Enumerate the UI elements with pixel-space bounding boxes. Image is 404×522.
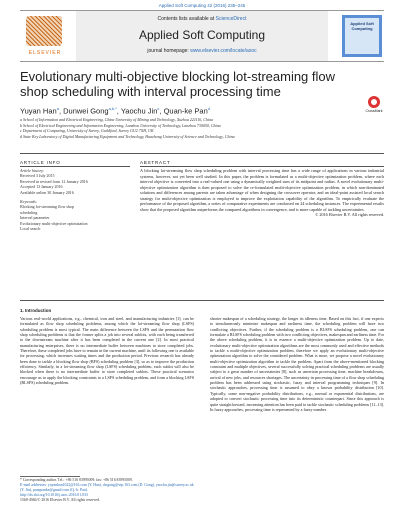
article-info [20,168,130,231]
history-item: Available online 30 January 2016 [20,189,74,195]
cover-title: Applied Soft Computing [350,21,374,31]
doi-link[interactable]: http://dx.doi.org/10.1016/j.asoc.2016.01.033 [20,493,88,497]
author-name[interactable]: Yaochu Jin [120,106,158,116]
corresponding-author-note: * Corresponding author. Tel.: +86 516 83995009; fax: +86 516 83995009. [20,478,133,482]
journal-title: Applied Soft Computing [138,28,266,42]
keyword: Interval parameter [20,215,50,221]
homepage-link[interactable]: www.elsevier.com/locate/asoc [190,48,257,54]
history-item: Accepted 13 January 2016 [20,184,63,190]
email-addresses[interactable]: E-mail addresses: yuyanhan1022@163.com (Y. Han), dwgong@vip.163.com (D. Gong), yaochu.jin@surrey.ac.uk (Y. Jin), panquanke@gmail.com (Q.-k. Pan). [20,483,194,492]
sciencedirect-link[interactable]: ScienceDirect [215,16,247,22]
section-heading: 1. Introduction [20,308,52,313]
abstract-bottom-divider [20,300,384,301]
publisher-name: ELSEVIER [28,50,62,56]
elsevier-logo[interactable] [22,14,68,58]
masthead-center [76,11,328,61]
history-item: Received 3 July 2015 [20,173,55,179]
keyword: Local search [20,226,41,232]
abstract-text: A blocking lot-streaming flow shop scheduling problem with interval processing time has a wide range of applications in various industrial systems, however, not yet been well studied. In this paper, the problem is formulated as a multi-objective optimization problem, where each interval objective is converted into a real-valued one using a dynamically weighted sum of its midpoint and radius. A novel evolutionary multi-objective optimization algorithm is then proposed to solve the re-formulated multi-objective optimization problem, in which non-dominated solutions and differences among parents are taken advantage of when designing the crossover operator, and an ideal-point assisted local search strategy for multi-objective optimization is employed to improve the exploitation capability of the algorithm. To empirically evaluate the performance of the proposed algorithm, a series of comparative experiments are conducted on 24 scheduling instances. The experimental results show that the proposed algorithm outperforms the compared algorithms in convergence, and is more capable of tackling uncertainties. [140,168,384,212]
author-affiliation-marker[interactable]: a [56,106,59,111]
crossmark-label: CrossMark [365,109,383,113]
journal-reference[interactable]: Applied Soft Computing 42 (2016) 235–245 [158,3,246,8]
author-name[interactable]: Yuyan Han [20,106,57,116]
author-name[interactable]: Dunwei Gong [63,106,109,116]
affiliation-line: d State Key Laboratory of Digital Manufacturing Equipment and Technology, Huazhong University of Science and Technology, China [20,133,235,139]
keyword: Evolutionary multi-objective optimization [20,220,88,226]
keyword: scheduling [20,209,38,215]
contents-prefix: Contents lists available at [157,16,216,22]
homepage-prefix: journal homepage: [147,48,191,54]
article-title: Evolutionary multi-objective blocking lot-streaming flow shop scheduling with interval processing time [20,69,336,99]
affiliation-line: c Department of Computing, University of Surrey, Guildford, Surrey GU2 7XH, UK [20,128,154,133]
issn-line: 1568-4946/© 2016 Elsevier B.V. All rights reserved. [20,498,100,502]
keyword: Blocking lot-streaming flow shop [20,204,74,210]
keywords-label: Keywords: [20,199,38,205]
crossmark-badge[interactable] [366,96,382,116]
article-info-header: ARTICLE INFO [20,160,61,165]
journal-masthead [20,10,384,62]
author-affiliation-marker[interactable]: c [157,106,160,111]
crossmark-icon-center [371,99,377,105]
journal-cover-thumbnail[interactable] [342,15,382,57]
author-affiliation-marker[interactable]: a,b,* [108,106,117,111]
author-list: Yuyan Han$^a$, Dunwei Gong$^{a,b,*}$, Yaochu Jin$^c$, Quan-ke Pan$^d$ [20,106,211,116]
tree-icon [26,16,62,46]
author-name[interactable]: Quan-ke Pan [163,106,208,116]
history-label: Article history: [20,168,45,173]
body-column-right: shorter makespan of a scheduling strategy, the longer its idleness time. Based on this fact, if one expects to simultaneously minimize makespan and earliness time, the scheduling problem will have two conflicting objectives. Further, if the scheduling problem is a BLSFS scheduling problem, one can formulate a BLSFS scheduling problem with two conflicting objectives, makespan and earliness time. For the above scheduling problem, it is in essence a multi-objective optimization problem. Up to date, evolutionary multi-objective optimization algorithms are the most commonly used and effective methods to tackle a multi-objective optimization problem, therefore we apply an evolutionary multi-objective optimization algorithm to solve the considered problem. What is more, we propose a novel evolutionary multi-objective optimization algorithm to tackle the problem. Apart from the above-mentioned blocking constraint and multiple objectives, several successfully solving practical scheduling problems are usually subject to a great number of uncertainties [8], such as uncertain processing time, machine breakdowns, arrival of new jobs, and resources shortages. The uncertainty in processing time of a flow shop scheduling problem has been addressed using stochastic, fuzzy and interval programming techniques [9]. In stochastic approaches, processing time is assumed to obey a known probability distribution [10]. Typically, some non-negative probability distributions, e.g., normal or exponential distributions, are adopted to convert stochastic processing time into its deterministic counterpart. Since this approach is quite straightforward, increasing attention has been paid to tackle stochastic scheduling problems [11–13]. In fuzzy approaches, processing time is represented by a fuzzy number. [210,316,384,412]
abstract-header: ABSTRACT [140,160,171,165]
abstract-copyright: © 2016 Elsevier B.V. All rights reserved. [315,212,384,217]
homepage-line [76,48,328,54]
abstract-divider [140,166,384,167]
abstract [140,168,384,218]
affiliation-line: b School of Electrical Engineering and Information Engineering, Lanzhou University of Technology, Lanzhou 730050, China [20,122,221,128]
affiliations [20,117,380,139]
footnotes [20,478,194,503]
footnote-divider [20,476,80,477]
header-divider [20,153,384,154]
info-divider [20,166,130,167]
contents-line [76,16,328,22]
body-column-left: Various real-world applications, e.g., chemical, iron and steel, and manufacturing industries [1], can be formulated as flow shop scheduling problems, among which the lot-streaming flow shop (LSFS) scheduling problem is most typical. The main difference between the LSFS and the permutation flow shop scheduling problems is that the former splits a job into several sublots, with each being transferred to the downstream machine after it has been completed in the current one [2]. In most practical manufacturing enterprises, there is no intermediate buffer between machines to store completed jobs. Therefore, these completed jobs have to remain in the current machine, until its following one is available for processing, which increases waiting times and the production period. Previous research has already been done to tackle a blocking flow shop (BFS) scheduling problem [3], so as to improve the production efficiency. Similarly, in a lot-streaming flow shop (LSFS) scheduling problem, each sublot will also be blocked when there is no intermediate buffer to store completed sublots. These practical scenarios encourage us to apply the blocking constraints to a LSFS scheduling problem, and form a blocking LSFS (BLSFS) scheduling problem. [20,316,194,386]
history-item: Received in revised form 12 January 2016 [20,178,88,184]
author-affiliation-marker[interactable]: d [207,106,211,111]
affiliation-line: a School of Information and Electrical Engineering, China University of Mining and Technology, Xuzhou 221116, China [20,117,214,122]
